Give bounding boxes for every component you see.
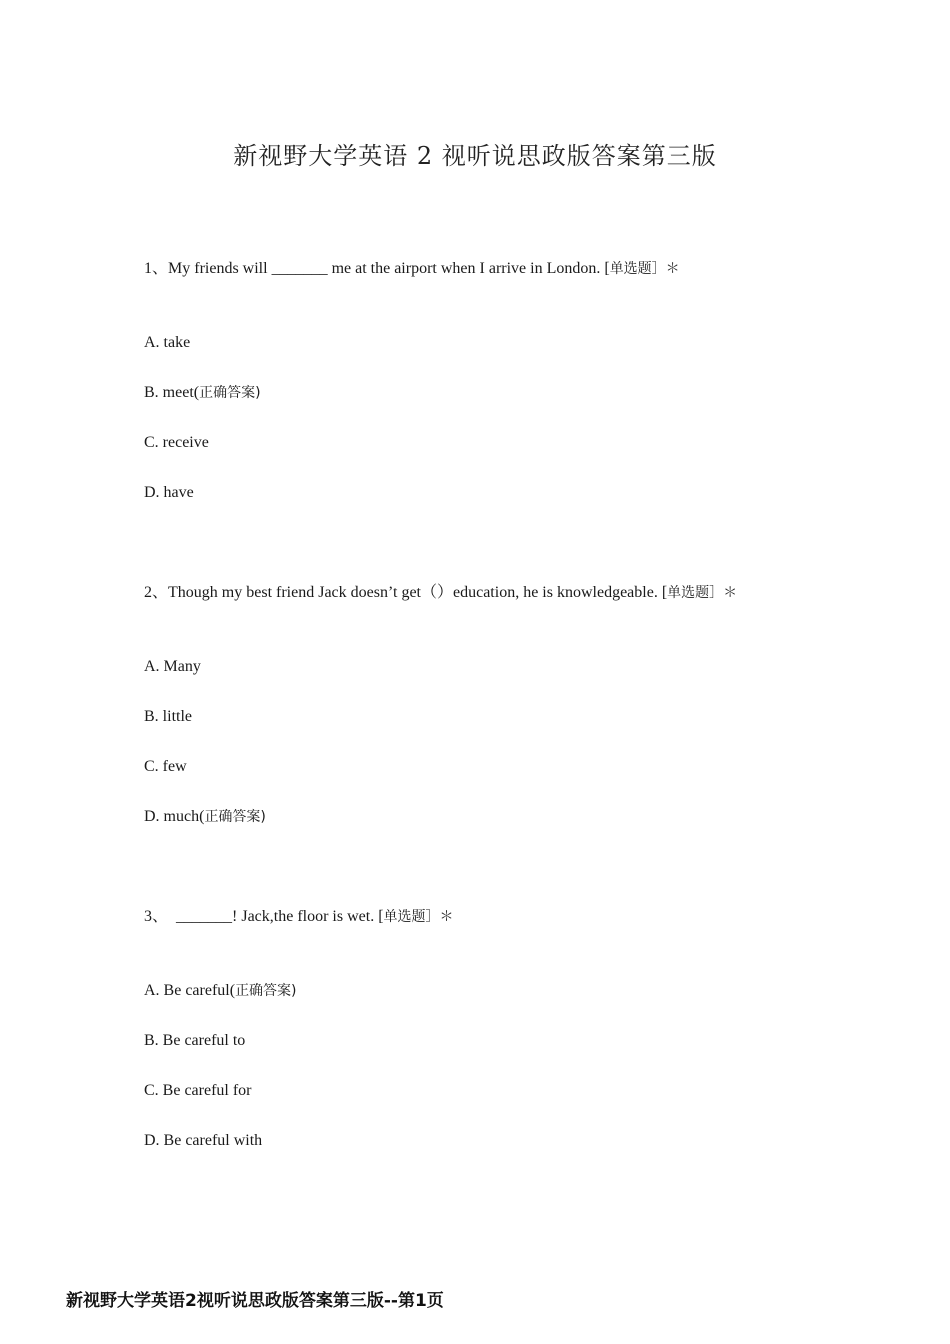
question-number: 3、 bbox=[144, 908, 169, 925]
option-b bbox=[144, 383, 904, 403]
question-text: My friends will _______ me at the airport when I arrive in London. [ bbox=[168, 260, 610, 277]
question-type-tag: 单选题］＊ bbox=[609, 261, 680, 277]
question-type-tag: 单选题］＊ bbox=[383, 909, 454, 925]
question-text: _______! Jack,the floor is wet. [ bbox=[168, 908, 384, 925]
option-text: B. little bbox=[144, 708, 192, 725]
option-b bbox=[144, 707, 904, 727]
question-text: Though my best friend Jack doesn’t get（）education, he is knowledgeable. [ bbox=[168, 584, 668, 601]
question-stem bbox=[144, 583, 904, 603]
option-c bbox=[144, 433, 904, 453]
option-text: D. much( bbox=[144, 808, 205, 825]
question-1 bbox=[144, 259, 904, 533]
question-type-tag: 单选题］＊ bbox=[667, 585, 738, 601]
options-list bbox=[144, 981, 904, 1151]
option-a bbox=[144, 657, 904, 677]
question-number: 2、 bbox=[144, 584, 169, 601]
question-3 bbox=[144, 907, 904, 1181]
option-text: C. receive bbox=[144, 434, 209, 451]
correct-answer-mark: 正确答案) bbox=[204, 809, 266, 825]
option-d bbox=[144, 483, 904, 503]
correct-answer-mark: 正确答案) bbox=[235, 983, 297, 999]
option-text: D. Be careful with bbox=[144, 1132, 263, 1149]
option-text: A. Be careful( bbox=[144, 982, 236, 999]
question-stem bbox=[144, 259, 904, 279]
option-a bbox=[144, 333, 904, 353]
question-stem bbox=[144, 907, 904, 927]
option-text: D. have bbox=[144, 484, 194, 501]
options-list bbox=[144, 333, 904, 503]
question-number: 1、 bbox=[144, 260, 169, 277]
page-title: 新视野大学英语 2 视听说思政版答案第三版 bbox=[233, 142, 717, 170]
option-text: A. Many bbox=[144, 658, 201, 675]
option-text: C. few bbox=[144, 758, 187, 775]
option-text: B. Be careful to bbox=[144, 1032, 246, 1049]
option-d bbox=[144, 1131, 904, 1151]
option-text: A. take bbox=[144, 334, 191, 351]
page-footer: 新视野大学英语2视听说思政版答案第三版--第1页 bbox=[66, 1291, 444, 1311]
option-text: C. Be careful for bbox=[144, 1082, 252, 1099]
option-d bbox=[144, 807, 904, 827]
correct-answer-mark: 正确答案) bbox=[199, 385, 261, 401]
question-2 bbox=[144, 583, 904, 857]
option-a bbox=[144, 981, 904, 1001]
option-c bbox=[144, 1081, 904, 1101]
option-text: B. meet( bbox=[144, 384, 200, 401]
option-b bbox=[144, 1031, 904, 1051]
options-list bbox=[144, 657, 904, 827]
option-c bbox=[144, 757, 904, 777]
